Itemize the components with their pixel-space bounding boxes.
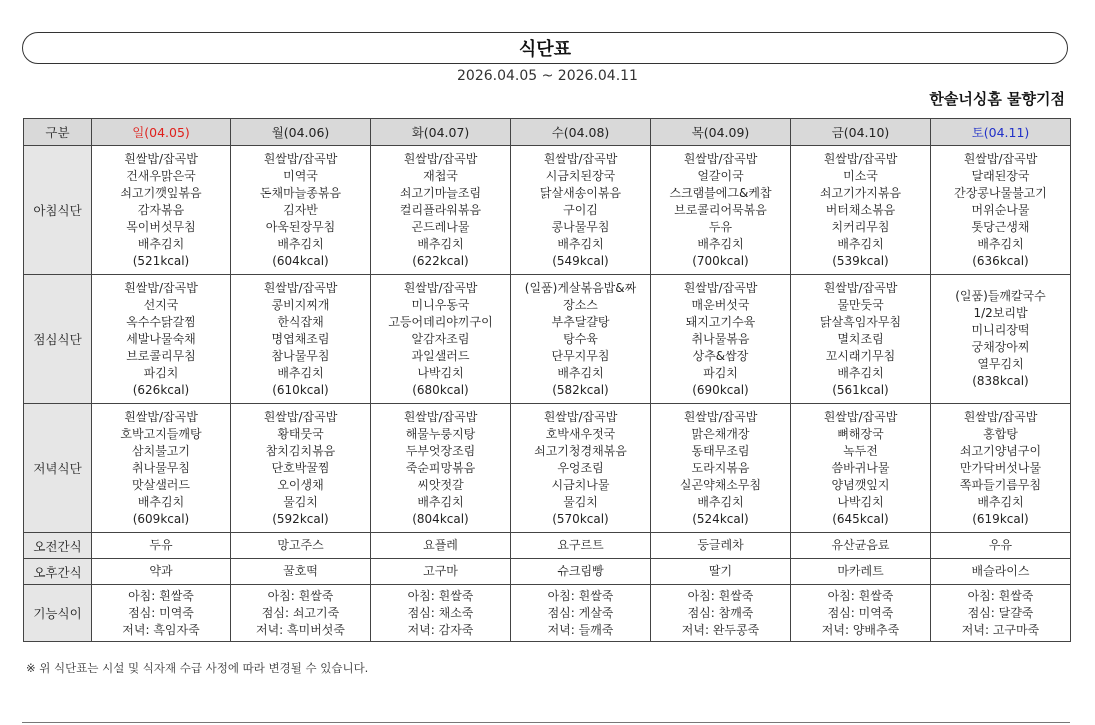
menu-item: 상추&쌈장 xyxy=(692,348,749,363)
menu-item: 미니우동국 xyxy=(411,297,470,312)
menu-item: 실곤약채소무침 xyxy=(679,477,762,492)
menu-item: 고등어데리야끼구이 xyxy=(388,314,493,329)
menu-item: 쇠고기마늘조림 xyxy=(399,185,482,200)
menu-item: (609kcal) xyxy=(132,511,190,526)
menu-cell-monday xyxy=(231,533,371,559)
menu-item: (570kcal) xyxy=(552,511,609,526)
menu-item: 1/2보리밥 xyxy=(973,306,1028,320)
menu-item: 배추김치 xyxy=(977,236,1024,251)
menu-item: 쇠고기가지볶음 xyxy=(819,185,902,200)
menu-item: 머위순나물 xyxy=(971,202,1030,217)
menu-item: 죽순피망볶음 xyxy=(405,460,476,475)
menu-item: (521kcal) xyxy=(132,253,190,268)
menu-item: 닭살흑임자무침 xyxy=(819,314,902,329)
table-row xyxy=(24,146,1071,275)
menu-item: 아침: 흰쌀죽 xyxy=(547,588,614,603)
menu-item: 저녁: 흑미버섯죽 xyxy=(255,622,345,637)
menu-item: 미역국 xyxy=(283,168,318,183)
row-label: 오후간식 xyxy=(24,559,92,585)
table-row xyxy=(24,585,1071,642)
menu-item: 취나물무침 xyxy=(132,460,190,475)
menu-item: 저녁: 고구마죽 xyxy=(961,622,1040,637)
menu-item: 배추김치 xyxy=(277,236,324,251)
menu-cell-thursday xyxy=(651,533,791,559)
menu-item: 점심: 미역죽 xyxy=(128,605,194,620)
menu-item: 나박김치 xyxy=(837,494,884,509)
menu-item: 저녁: 완두콩죽 xyxy=(681,622,760,637)
menu-item: 감자볶음 xyxy=(137,202,185,217)
row-label: 아침식단 xyxy=(24,146,92,275)
menu-item: 두부엇장조림 xyxy=(405,443,476,458)
menu-item: (645kcal) xyxy=(832,511,889,526)
menu-item: 흰쌀밥/잡곡밥 xyxy=(963,151,1038,166)
menu-item: 나박김치 xyxy=(417,365,464,380)
menu-item: 흰쌀밥/잡곡밥 xyxy=(823,151,898,166)
menu-item: 흰쌀밥/잡곡밥 xyxy=(403,280,478,295)
menu-item: 건새우맑은국 xyxy=(126,168,196,183)
menu-item: 저녁: 들깨죽 xyxy=(547,622,614,637)
menu-item: 브로콜리무침 xyxy=(126,348,196,363)
menu-item: 점심: 달걀죽 xyxy=(967,605,1034,620)
menu-cell-thursday xyxy=(651,404,791,533)
facility-name: 한솔너싱홈 물향기점 xyxy=(929,90,1065,108)
menu-item: 흰쌀밥/잡곡밥 xyxy=(263,151,338,166)
menu-item: 돈채마늘종볶음 xyxy=(259,185,342,200)
corner-header: 구분 xyxy=(24,119,92,146)
menu-item: 아침: 흰쌀죽 xyxy=(128,588,194,603)
day-header-wednesday: 수(04.08) xyxy=(511,119,651,146)
menu-item: 아침: 흰쌀죽 xyxy=(687,588,754,603)
menu-cell-tuesday xyxy=(371,146,511,275)
menu-item: 동태무조림 xyxy=(691,443,750,458)
bottom-divider xyxy=(22,722,1070,723)
menu-cell-monday xyxy=(231,559,371,585)
menu-item: 콩나물무침 xyxy=(551,219,610,234)
table-row xyxy=(24,533,1071,559)
menu-item: 두유 xyxy=(708,219,733,234)
menu-item: 흰쌀밥/잡곡밥 xyxy=(823,409,898,424)
menu-item: 배슬라이스 xyxy=(971,564,1030,578)
table-row xyxy=(24,559,1071,585)
menu-item: 탕수육 xyxy=(563,331,598,346)
menu-item: 쇠고기양념구이 xyxy=(959,443,1042,458)
menu-item: 약과 xyxy=(149,564,173,578)
menu-item: 흰쌀밥/잡곡밥 xyxy=(543,151,618,166)
menu-item: 녹두전 xyxy=(843,443,878,458)
day-header-friday: 금(04.10) xyxy=(791,119,931,146)
menu-cell-tuesday xyxy=(371,533,511,559)
menu-item: 딸기 xyxy=(708,564,733,578)
menu-item: 흰쌀밥/잡곡밥 xyxy=(543,409,618,424)
day-header-sunday: 일(04.05) xyxy=(92,119,231,146)
menu-table xyxy=(23,118,1071,642)
menu-item: 스크램블에그&케찹 xyxy=(669,185,772,200)
menu-cell-monday xyxy=(231,275,371,404)
menu-item: 흰쌀밥/잡곡밥 xyxy=(963,409,1038,424)
menu-item: (561kcal) xyxy=(832,382,889,397)
menu-item: 취나물볶음 xyxy=(691,331,750,346)
menu-item: 씀바귀나물 xyxy=(831,460,890,475)
menu-item: 점심: 게살죽 xyxy=(547,605,614,620)
day-header-tuesday: 화(04.07) xyxy=(371,119,511,146)
menu-item: 달래된장국 xyxy=(971,168,1030,183)
menu-item: 쇠고기청경채볶음 xyxy=(534,443,627,458)
menu-item: 망고주스 xyxy=(277,538,324,552)
menu-item: 장소스 xyxy=(563,297,598,312)
menu-item: 홍합탕 xyxy=(983,426,1018,441)
menu-item: 호박새우젓국 xyxy=(545,426,616,441)
menu-item: 닭살새송이볶음 xyxy=(539,185,622,200)
menu-cell-sunday xyxy=(92,275,231,404)
menu-item: 물김치 xyxy=(283,494,318,509)
menu-item: 점심: 쇠고기죽 xyxy=(261,605,340,620)
menu-cell-sunday xyxy=(92,146,231,275)
menu-item: 부추달걀탕 xyxy=(551,314,610,329)
menu-item: (582kcal) xyxy=(552,382,609,397)
menu-item: 흰쌀밥/잡곡밥 xyxy=(263,280,338,295)
menu-item: (804kcal) xyxy=(412,511,469,526)
menu-item: 유산균음료 xyxy=(831,538,890,552)
menu-cell-thursday xyxy=(651,585,791,642)
day-header-thursday: 목(04.09) xyxy=(651,119,791,146)
menu-item: 톳당근생채 xyxy=(971,219,1030,234)
menu-item: 저녁: 양배추죽 xyxy=(821,622,900,637)
menu-item: 배추김치 xyxy=(697,236,744,251)
menu-cell-tuesday xyxy=(371,275,511,404)
menu-item: 아침: 흰쌀죽 xyxy=(407,588,474,603)
menu-item: 마카레트 xyxy=(837,564,884,578)
menu-item: (592kcal) xyxy=(272,511,329,526)
menu-item: 참나물무침 xyxy=(271,348,330,363)
menu-item: 꿀호떡 xyxy=(283,564,318,578)
menu-cell-monday xyxy=(231,146,371,275)
menu-item: 우유 xyxy=(988,538,1013,552)
menu-item: 요구르트 xyxy=(557,538,604,552)
menu-cell-saturday xyxy=(931,146,1071,275)
menu-item: 미니리장떡 xyxy=(971,323,1030,337)
menu-item: 저녁: 감자죽 xyxy=(407,622,474,637)
menu-cell-wednesday xyxy=(511,404,651,533)
menu-cell-sunday xyxy=(92,404,231,533)
menu-item: 저녁: 흑임자죽 xyxy=(122,622,200,637)
menu-item: 꼬시래기무침 xyxy=(825,348,896,363)
menu-item: (604kcal) xyxy=(272,253,329,268)
menu-item: (619kcal) xyxy=(972,511,1029,526)
menu-item: 두유 xyxy=(149,538,173,552)
menu-item: 배추김치 xyxy=(557,236,604,251)
menu-item: (622kcal) xyxy=(412,253,469,268)
page-title-text: 식단표 xyxy=(518,39,572,60)
menu-item: 시금치나물 xyxy=(551,477,610,492)
menu-item: 흰쌀밥/잡곡밥 xyxy=(823,280,898,295)
menu-cell-thursday xyxy=(651,146,791,275)
menu-item: 간장콩나물불고기 xyxy=(954,185,1047,200)
menu-item: 호박고지들깨탕 xyxy=(120,426,202,441)
menu-item: 열무김치 xyxy=(977,357,1024,371)
menu-item: 쪽파들기름무침 xyxy=(959,477,1042,492)
menu-cell-saturday xyxy=(931,559,1071,585)
menu-cell-sunday xyxy=(92,559,231,585)
menu-item: 아침: 흰쌀죽 xyxy=(827,588,894,603)
menu-item: 한식잡채 xyxy=(277,314,324,329)
menu-item: (539kcal) xyxy=(832,253,889,268)
menu-item: 목이버섯무침 xyxy=(126,219,196,234)
menu-item: 점심: 채소죽 xyxy=(407,605,474,620)
menu-item: 파김치 xyxy=(143,365,179,380)
menu-cell-friday xyxy=(791,585,931,642)
row-label: 기능식이 xyxy=(24,585,92,642)
menu-cell-thursday xyxy=(651,275,791,404)
menu-item: 고구마 xyxy=(423,564,458,578)
menu-item: 둥글레차 xyxy=(697,538,744,552)
menu-item: 맛살샐러드 xyxy=(132,477,190,492)
menu-item: 돼지고기수육 xyxy=(685,314,756,329)
menu-item: 버터채소볶음 xyxy=(825,202,896,217)
menu-item: 물만둣국 xyxy=(837,297,884,312)
menu-item: 아침: 흰쌀죽 xyxy=(967,588,1034,603)
menu-item: 흰쌀밥/잡곡밥 xyxy=(683,280,758,295)
menu-item: (700kcal) xyxy=(692,253,749,268)
menu-item: (일품)게살볶음밥&짜 xyxy=(524,280,637,295)
menu-item: 삼치불고기 xyxy=(132,443,190,458)
menu-item: 흰쌀밥/잡곡밥 xyxy=(124,280,198,295)
menu-item: 우엉조림 xyxy=(557,460,604,475)
menu-cell-sunday xyxy=(92,585,231,642)
menu-cell-friday xyxy=(791,146,931,275)
menu-item: 옥수수닭갈찜 xyxy=(126,314,196,329)
menu-cell-wednesday xyxy=(511,559,651,585)
menu-item: 아침: 흰쌀죽 xyxy=(267,588,334,603)
menu-cell-wednesday xyxy=(511,146,651,275)
menu-item: 흰쌀밥/잡곡밥 xyxy=(124,409,198,424)
table-row xyxy=(24,275,1071,404)
menu-item: 흰쌀밥/잡곡밥 xyxy=(403,409,478,424)
menu-item: 배추김치 xyxy=(137,494,185,509)
menu-item: (636kcal) xyxy=(972,253,1029,268)
menu-item: 배추김치 xyxy=(837,365,884,380)
menu-item: 세발나물숙채 xyxy=(126,331,196,346)
menu-item: 명엽채조림 xyxy=(271,331,330,346)
menu-item: 배추김치 xyxy=(557,365,604,380)
row-label: 저녁식단 xyxy=(24,404,92,533)
menu-cell-saturday xyxy=(931,533,1071,559)
menu-item: 양념깻잎지 xyxy=(831,477,890,492)
day-header-saturday: 토(04.11) xyxy=(931,119,1071,146)
menu-cell-wednesday xyxy=(511,585,651,642)
menu-item: 배추김치 xyxy=(697,494,744,509)
menu-item: 흰쌀밥/잡곡밥 xyxy=(403,151,478,166)
menu-item: (일품)들깨칼국수 xyxy=(955,289,1046,303)
menu-item: 궁채장아찌 xyxy=(971,340,1030,354)
menu-cell-tuesday xyxy=(371,404,511,533)
menu-item: 치커리무침 xyxy=(831,219,890,234)
menu-cell-friday xyxy=(791,533,931,559)
menu-item: 아욱된장무침 xyxy=(265,219,336,234)
menu-item: 곤드레나물 xyxy=(411,219,470,234)
menu-cell-friday xyxy=(791,559,931,585)
page-title xyxy=(22,32,1068,64)
menu-cell-tuesday xyxy=(371,559,511,585)
menu-item: 파김치 xyxy=(703,365,738,380)
menu-item: 배추김치 xyxy=(977,494,1024,509)
menu-item: 흰쌀밥/잡곡밥 xyxy=(263,409,338,424)
menu-item: 해물누룽지탕 xyxy=(405,426,476,441)
menu-item: 쇠고기깻잎볶음 xyxy=(120,185,202,200)
menu-item: 황태뭇국 xyxy=(277,426,324,441)
menu-item: 콩비지찌개 xyxy=(271,297,330,312)
menu-item: 오이생채 xyxy=(277,477,324,492)
menu-item: 점심: 미역죽 xyxy=(827,605,894,620)
row-label: 점심식단 xyxy=(24,275,92,404)
menu-item: 도라지볶음 xyxy=(691,460,750,475)
menu-item: 슈크림빵 xyxy=(557,564,604,578)
menu-item: 요플레 xyxy=(423,538,458,552)
menu-item: (626kcal) xyxy=(132,382,190,397)
header-row xyxy=(24,119,1071,146)
day-header-monday: 월(04.06) xyxy=(231,119,371,146)
menu-cell-saturday xyxy=(931,585,1071,642)
menu-item: 흰쌀밥/잡곡밥 xyxy=(124,151,198,166)
menu-item: 김자반 xyxy=(283,202,318,217)
menu-item: 선지국 xyxy=(143,297,179,312)
menu-item: 구이김 xyxy=(563,202,598,217)
row-label: 오전간식 xyxy=(24,533,92,559)
menu-item: 점심: 참깨죽 xyxy=(687,605,754,620)
menu-item: 멸치조림 xyxy=(837,331,884,346)
menu-period: 2026.04.05 ~ 2026.04.11 xyxy=(457,68,638,84)
menu-item: 브로콜리어묵볶음 xyxy=(674,202,767,217)
menu-cell-sunday xyxy=(92,533,231,559)
menu-item: 물김치 xyxy=(563,494,598,509)
menu-cell-wednesday xyxy=(511,275,651,404)
menu-item: (690kcal) xyxy=(692,382,749,397)
menu-item: 미소국 xyxy=(843,168,878,183)
menu-cell-friday xyxy=(791,404,931,533)
menu-item: 배추김치 xyxy=(417,236,464,251)
menu-item: 과일샐러드 xyxy=(411,348,470,363)
menu-item: (549kcal) xyxy=(552,253,609,268)
menu-cell-friday xyxy=(791,275,931,404)
menu-item: (610kcal) xyxy=(272,382,329,397)
menu-item: 뼈해장국 xyxy=(837,426,884,441)
menu-item: 재첩국 xyxy=(423,168,458,183)
menu-cell-tuesday xyxy=(371,585,511,642)
menu-item: 얼갈이국 xyxy=(697,168,744,183)
menu-item: (680kcal) xyxy=(412,382,469,397)
menu-item: 배추김치 xyxy=(837,236,884,251)
menu-item: (838kcal) xyxy=(972,374,1029,388)
menu-item: 단호박꿀찜 xyxy=(271,460,330,475)
menu-item: 만가닥버섯나물 xyxy=(959,460,1042,475)
menu-item: 컬리플라워볶음 xyxy=(399,202,482,217)
menu-cell-saturday xyxy=(931,275,1071,404)
menu-item: 흰쌀밥/잡곡밥 xyxy=(683,409,758,424)
menu-item: 맑은채개장 xyxy=(691,426,750,441)
menu-cell-monday xyxy=(231,404,371,533)
menu-item: 배추김치 xyxy=(137,236,185,251)
footer-note: ※ 위 식단표는 시설 및 식자재 수급 사정에 따라 변경될 수 있습니다. xyxy=(26,661,369,675)
menu-item: 시금치된장국 xyxy=(545,168,616,183)
menu-item: 흰쌀밥/잡곡밥 xyxy=(683,151,758,166)
menu-item: 알감자조림 xyxy=(411,331,470,346)
menu-item: 참치김치볶음 xyxy=(265,443,336,458)
menu-table-body xyxy=(24,146,1071,642)
menu-item: 씨앗젓갈 xyxy=(417,477,464,492)
menu-item: 매운버섯국 xyxy=(691,297,750,312)
menu-cell-saturday xyxy=(931,404,1071,533)
menu-cell-wednesday xyxy=(511,533,651,559)
menu-item: 단무지무침 xyxy=(551,348,610,363)
menu-cell-thursday xyxy=(651,559,791,585)
menu-cell-monday xyxy=(231,585,371,642)
menu-item: (524kcal) xyxy=(692,511,749,526)
menu-item: 배추김치 xyxy=(417,494,464,509)
menu-item: 배추김치 xyxy=(277,365,324,380)
table-row xyxy=(24,404,1071,533)
